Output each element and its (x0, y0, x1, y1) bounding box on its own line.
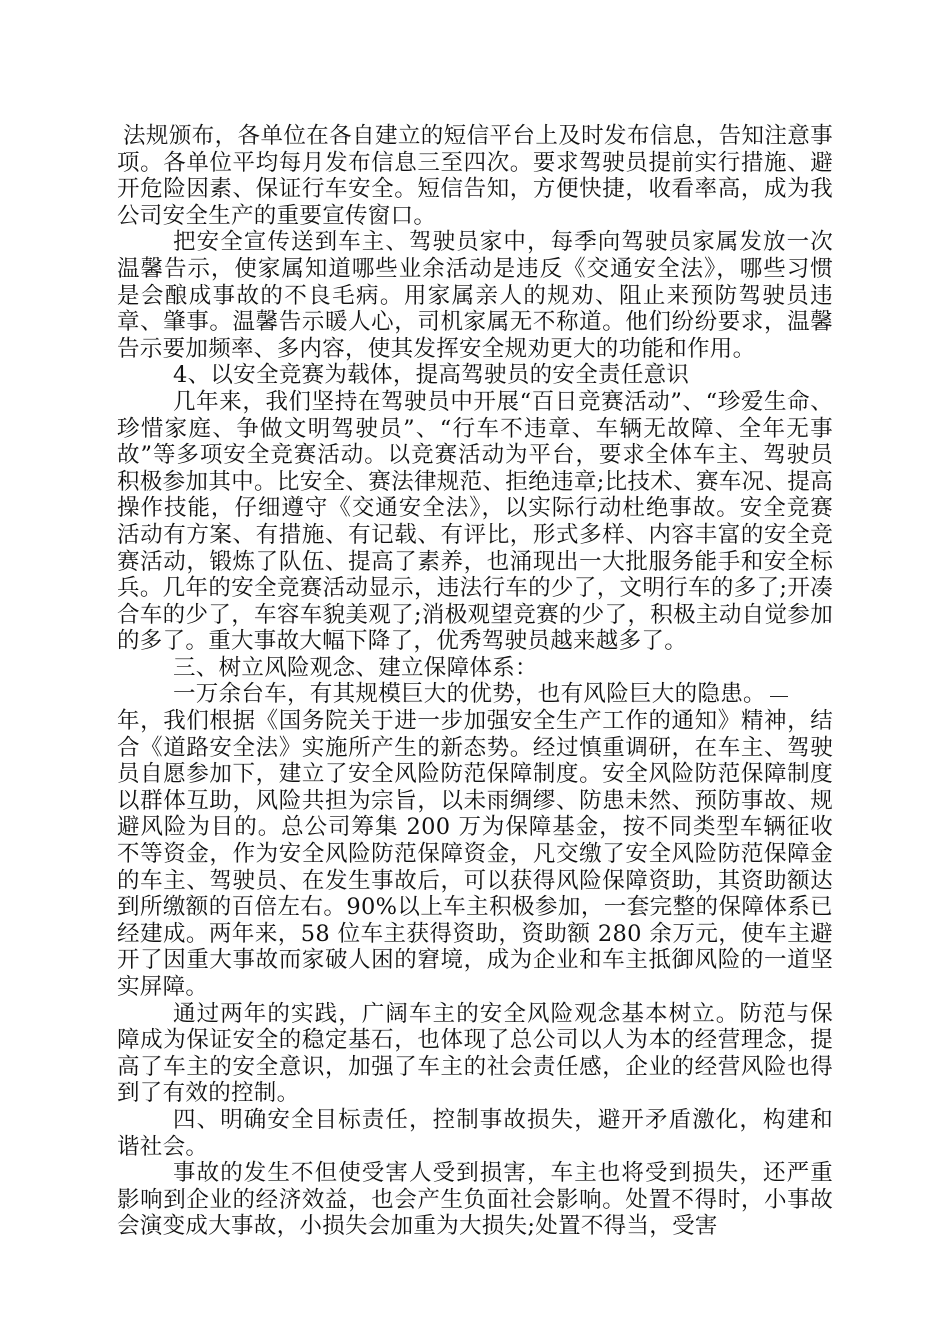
heading-target-responsibility: 四、明确安全目标责任，控制事故损失，避开矛盾激化，构建和谐社会。 (117, 1106, 833, 1160)
paragraph-safety-competition: 几年来，我们坚持在驾驶员中开展“百日竞赛活动”、“珍爱生命、珍惜家庭、争做文明驾驶员”、“行车不违章、车辆无故障、全年无事故”等多项安全竞赛活动。以竞赛活动为平台，要求全体车主、驾驶员积极参加其中。比安全、赛法律规范、拒绝违章;比技术、赛车况、提高操作技能，仔细遵守《交通安全法》，以实际行动杜绝事故。安全竞赛活动有方案、有措施、有记载、有评比，形式多样、内容丰富的安全竞赛活动，锻炼了队伍、提高了素养，也涌现出一大批服务能手和安全标兵。几年的安全竞赛活动显示，违法行车的少了，文明行车的多了;开凑合车的少了，车容车貌美观了;消极观望竞赛的少了，积极主动自觉参加的多了。重大事故大幅下降了，优秀驾驶员越来越多了。 (117, 388, 833, 655)
blank-underline (770, 694, 788, 697)
document-body (117, 123, 833, 1240)
paragraph-accident-impact: 事故的发生不但使受害人受到损害，车主也将受到损失，还严重影响到企业的经济效益，也会产生负面社会影响。处置不得时，小事故会演变成大事故，小损失会加重为大损失;处置不得当，受害 (117, 1160, 833, 1240)
paragraph-risk-practice: 通过两年的实践，广阔车主的安全风险观念基本树立。防范与保障成为保证安全的稳定基石，也体现了总公司以人为本的经营理念，提高了车主的安全意识，加强了车主的社会责任感，企业的经营风险也得到了有效的控制。 (117, 1000, 833, 1107)
paragraph-sms-notice: 法规颁布，各单位在各自建立的短信平台上及时发布信息，告知注意事项。各单位平均每月发布信息三至四次。要求驾驶员提前实行措施、避开危险因素、保证行车安全。短信告知，方便快捷，收看率高，成为我公司安全生产的重要宣传窗口。 (117, 123, 833, 229)
heading-safety-competition: 4、以安全竞赛为载体，提高驾驶员的安全责任意识 (173, 362, 690, 389)
heading-risk-system: 三、树立风险观念、建立保障体系： (173, 654, 538, 681)
paragraph-risk-fund: 年，我们根据《国务院关于进一步加强安全生产工作的通知》精神，结合《道路安全法》实施所产生的新态势。经过慎重调研，在车主、驾驶员自愿参加下，建立了安全风险防范保障制度。安全风险防范保障制度以群体互助，风险共担为宗旨，以未雨绸缪、防患未然、预防事故、规避风险为目的。总公司筹集 200 万为保障基金，按不同类型车辆征收不等资金，作为安全风险防范保障资金，凡交缴了安全风险防范保障金的车主、驾驶员、在发生事故后，可以获得风险保障资助，其资助额达到所缴额的百倍左右。90%以上车主积极参加，一套完整的保障体系已经建成。两年来，58 位车主获得资助，资助额 280 余万元，使车主避开了因重大事故而家破人困的窘境，成为企业和车主抵御风险的一道坚实屏障。 (117, 708, 833, 1000)
paragraph-risk-intro (117, 681, 833, 708)
paragraph-family-notice: 把安全宣传送到车主、驾驶员家中，每季向驾驶员家属发放一次温馨告示，使家属知道哪些业余活动是违反《交通安全法》，哪些习惯是会酿成事故的不良毛病。用家属亲人的规劝、阻止来预防驾驶员违章、肇事。温馨告示暖人心，司机家属无不称道。他们纷纷要求，温馨告示要加频率、多内容，使其发挥安全规劝更大的功能和作用。 (117, 229, 833, 362)
paragraph-risk-intro-text: 一万余台车，有其规模巨大的优势，也有风险巨大的隐患。 (173, 681, 766, 708)
